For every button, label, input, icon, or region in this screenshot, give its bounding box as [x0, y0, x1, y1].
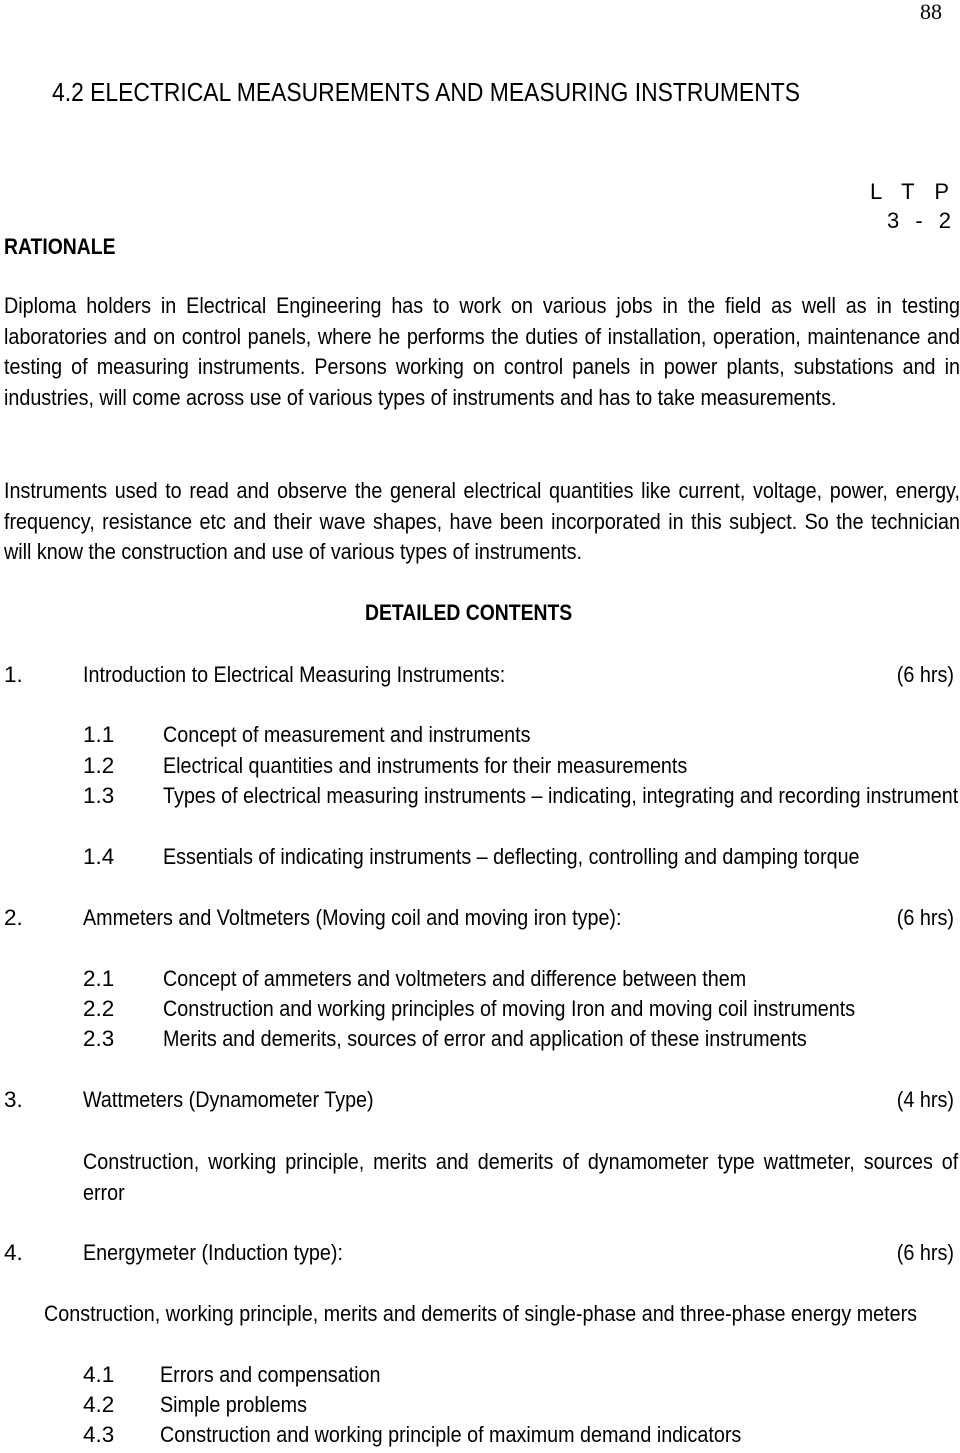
section-hours: (6 hrs) — [896, 905, 954, 930]
section-number: 2. — [4, 905, 23, 930]
subsection-number: 2.1 — [83, 966, 115, 991]
section-number: 3. — [4, 1087, 23, 1112]
rationale-heading: RATIONALE — [4, 234, 116, 259]
subsection-text: Construction and working principles of moving Iron and moving coil instruments — [163, 996, 856, 1021]
subsection-text: Construction and working principle of maximum demand indicators — [160, 1422, 742, 1447]
page-title: 4.2 ELECTRICAL MEASUREMENTS AND MEASURING INSTRUMENTS — [52, 77, 800, 107]
subsection-number: 2.3 — [83, 1026, 115, 1051]
section-title: Introduction to Electrical Measuring Instruments: — [83, 662, 506, 687]
subsection-text: Types of electrical measuring instruments – indicating, integrating and recording instrument — [163, 783, 959, 808]
subsection-text: Concept of ammeters and voltmeters and difference between them — [163, 966, 747, 991]
section-number: 1. — [4, 662, 23, 687]
subsection-text: Electrical quantities and instruments for their measurements — [163, 753, 688, 778]
subsection-number: 2.2 — [83, 996, 115, 1021]
section-hours: (4 hrs) — [896, 1087, 954, 1112]
section-title: Energymeter (Induction type): — [83, 1240, 343, 1265]
subsection-text: Errors and compensation — [160, 1362, 381, 1387]
section-description: Construction, working principle, merits and demerits of single-phase and three-phase energy meters — [44, 1301, 918, 1326]
subsection-text: Merits and demerits, sources of error and application of these instruments — [163, 1026, 807, 1051]
subsection-number: 1.1 — [83, 722, 115, 747]
section-hours: (6 hrs) — [896, 662, 954, 687]
section-number: 4. — [4, 1240, 23, 1265]
subsection-number: 1.4 — [83, 844, 115, 869]
section-title: Ammeters and Voltmeters (Moving coil and moving iron type): — [83, 905, 622, 930]
subsection-number: 1.3 — [83, 783, 115, 808]
subsection-text: Essentials of indicating instruments – deflecting, controlling and damping torque — [163, 844, 860, 869]
detailed-contents-heading: DETAILED CONTENTS — [365, 600, 573, 625]
subsection-text: Simple problems — [160, 1392, 307, 1417]
subsection-number: 4.3 — [83, 1422, 115, 1447]
ltp-header: L T P — [870, 179, 956, 204]
rationale-paragraph: Diploma holders in Electrical Engineering has to work on various jobs in the field as well as in testing laboratories and on control panels, where he performs the duties of installation, operation, maintenance and testing of measuring instruments. Persons working on control panels in power plants, substations and in industries, will come across use of various types of instruments and has to take measurements. — [4, 293, 960, 410]
ltp-values: 3 - 2 — [886, 208, 956, 233]
subsection-number: 4.2 — [83, 1392, 115, 1417]
rationale-paragraph: Instruments used to read and observe the general electrical quantities like current, voltage, power, energy, frequency, resistance etc and their wave shapes, have been incorporated in this subject. So the technician will know the construction and use of various types of instruments. — [4, 478, 960, 564]
section-title: Wattmeters (Dynamometer Type) — [83, 1087, 374, 1112]
subsection-number: 4.1 — [83, 1362, 115, 1387]
subsection-number: 1.2 — [83, 753, 115, 778]
section-hours: (6 hrs) — [896, 1240, 954, 1265]
subsection-text: Concept of measurement and instruments — [163, 722, 531, 747]
section-description: Construction, working principle, merits and demerits of dynamometer type wattmeter, sources of error — [83, 1149, 959, 1205]
page-number: 88 — [920, 0, 942, 24]
